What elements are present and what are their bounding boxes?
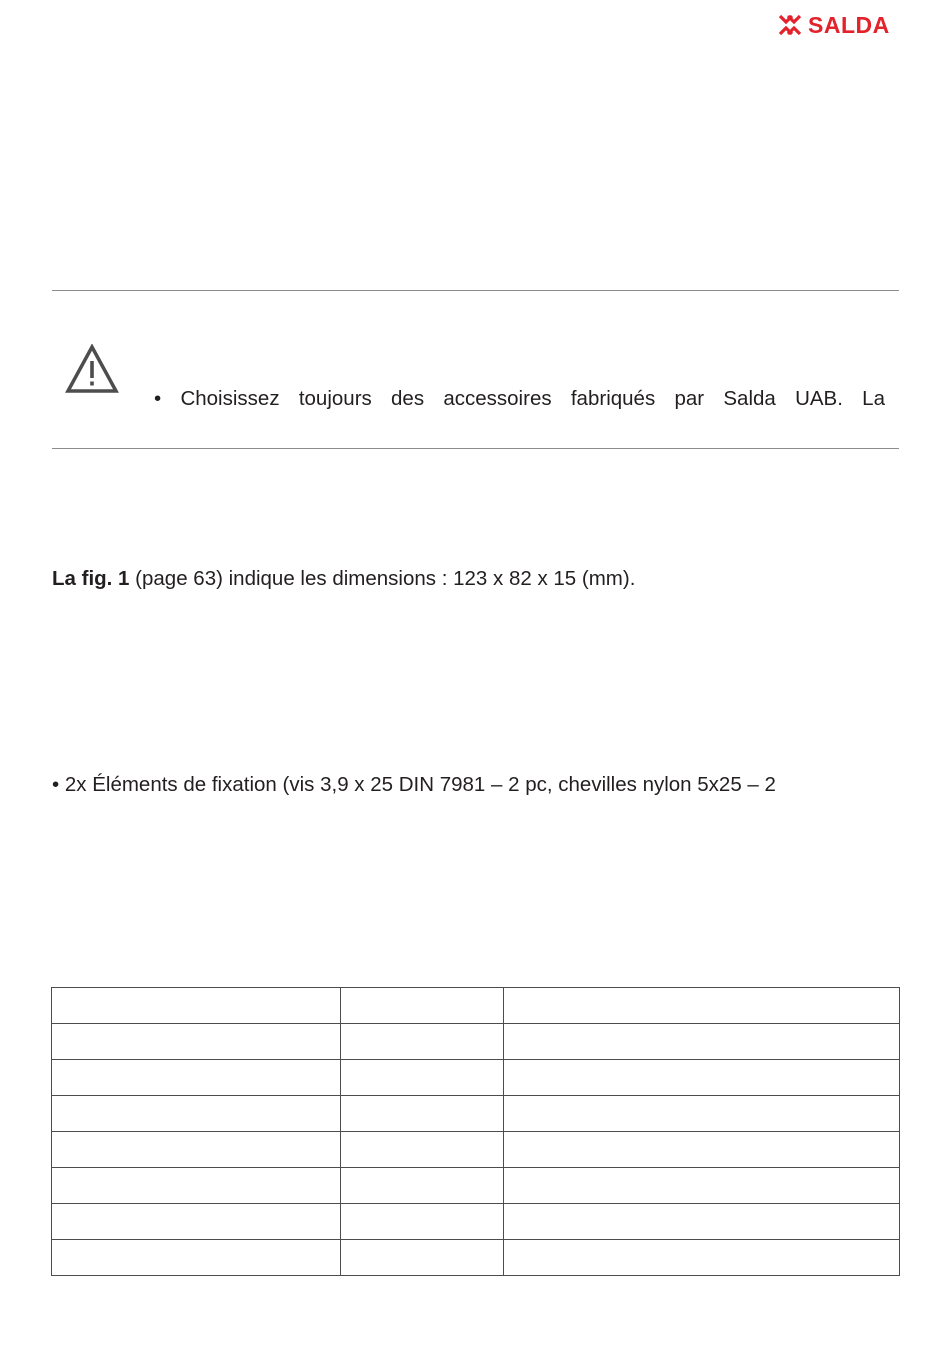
table-cell — [52, 1240, 341, 1276]
table-cell — [341, 1240, 504, 1276]
table-cell — [504, 1240, 900, 1276]
table-cell — [52, 1204, 341, 1240]
table-cell — [341, 988, 504, 1024]
fixation-list-item: • 2x Éléments de fixation (vis 3,9 x 25 DIN 7981 – 2 pc, chevilles nylon 5x25 – 2 — [52, 773, 776, 796]
divider-bottom — [52, 448, 899, 449]
table-row — [52, 1060, 900, 1096]
table-cell — [341, 1168, 504, 1204]
spec-table — [51, 987, 900, 1276]
table-cell — [341, 1024, 504, 1060]
logo-wordmark: SALDA — [808, 12, 890, 38]
warning-triangle-icon — [65, 344, 119, 394]
table-cell — [52, 1096, 341, 1132]
figure-reference: La fig. 1 — [52, 567, 130, 590]
divider-top — [52, 290, 899, 291]
table-row — [52, 1096, 900, 1132]
table-cell — [52, 1060, 341, 1096]
table-cell — [504, 1168, 900, 1204]
table-cell — [504, 1060, 900, 1096]
dimensions-paragraph — [52, 566, 635, 592]
table-cell — [341, 1060, 504, 1096]
table-row — [52, 1132, 900, 1168]
table-row — [52, 1204, 900, 1240]
table-cell — [341, 1096, 504, 1132]
table-cell — [504, 1132, 900, 1168]
table-cell — [52, 988, 341, 1024]
table-row — [52, 1024, 900, 1060]
table-row — [52, 988, 900, 1024]
table-cell — [52, 1024, 341, 1060]
warning-text: • Choisissez toujours des accessoires fabriqués par Salda UAB. La — [154, 387, 885, 410]
table-cell — [504, 1024, 900, 1060]
table-row — [52, 1168, 900, 1204]
table-cell — [52, 1168, 341, 1204]
table-cell — [504, 1096, 900, 1132]
table-cell — [52, 1132, 341, 1168]
table-cell — [341, 1132, 504, 1168]
salda-logo-icon — [778, 13, 802, 37]
salda-logo — [778, 12, 900, 38]
table-row — [52, 1240, 900, 1276]
dimensions-text: (page 63) indique les dimensions : 123 x 82 x 15 (mm). — [129, 567, 636, 590]
spec-table-body — [52, 988, 900, 1276]
table-cell — [504, 988, 900, 1024]
table-cell — [504, 1204, 900, 1240]
table-cell — [341, 1204, 504, 1240]
